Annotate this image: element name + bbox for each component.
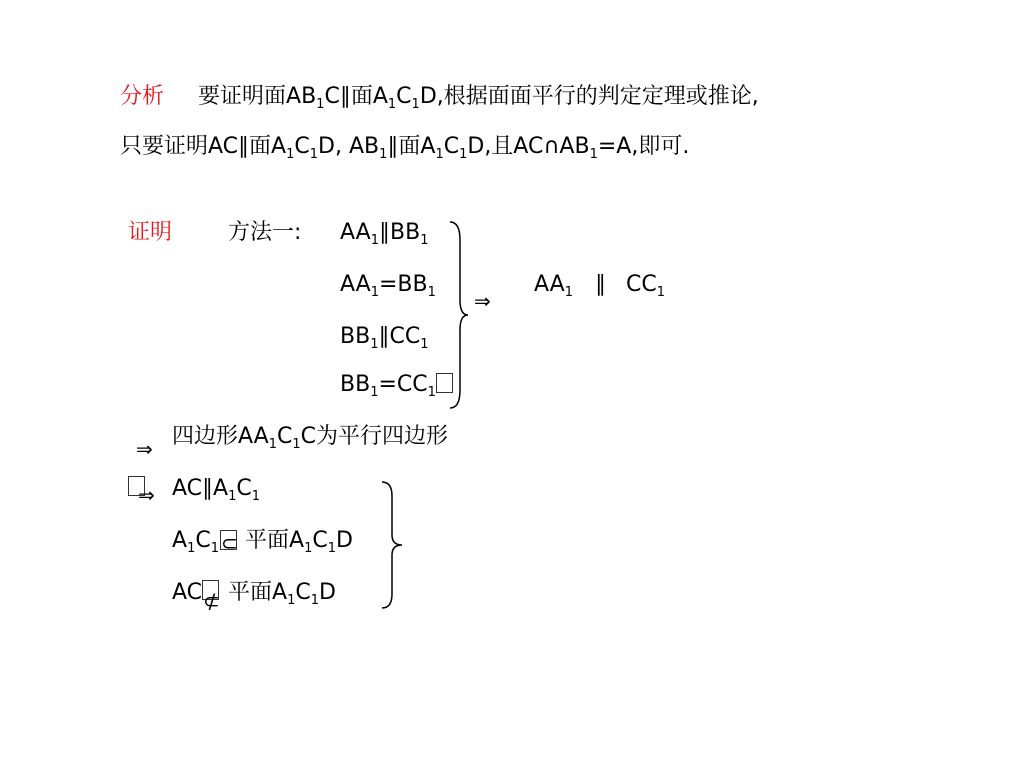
a1c1-in-plane: $A_1C_1$ 平面$A_1C_1D$ xyxy=(172,528,353,556)
ac-parallel-a1c1: $AC\parallel A_1C_1$ xyxy=(172,476,261,504)
premise-3: $BB_1\parallel CC_1$ xyxy=(340,324,429,352)
analysis-line-2: 只要证明AC∥面$A_1C_1D$, $AB_1\parallel$面$A_1C_1D$,且$AC\cap AB_1=A$,即可. xyxy=(120,134,690,162)
implies-symbol-2: ⇒ xyxy=(136,437,153,461)
analysis-line-1: 分析 要证明面$AB_1C\parallel$面$A_1C_1D$,根据面面平行的判定定理或推论, xyxy=(120,84,759,112)
conclusion-1: $AA_1$ ∥ $CC_1$ xyxy=(534,272,666,300)
analysis-label: 分析 xyxy=(120,84,165,109)
premise-4: $BB_1=CC_1$ xyxy=(340,372,436,400)
premise-2: $AA_1=BB_1$ xyxy=(340,272,436,300)
right-brace-1 xyxy=(448,220,470,410)
proof-label: 证明 xyxy=(128,220,173,245)
parallelogram-statement: 四边形$AA_1C_1C$为平行四边形 xyxy=(172,424,449,452)
implies-symbol-3: ⇒ xyxy=(138,483,155,507)
premise-1: $AA_1\parallel BB_1$ xyxy=(340,220,429,248)
proof-method: 方法一: xyxy=(228,220,302,245)
ac-not-in-plane: AC 平面$A_1C_1D$ xyxy=(172,580,336,608)
not-subset-icon: ⊄ xyxy=(203,589,220,613)
subset-icon: ⊂ xyxy=(221,531,238,555)
right-brace-2 xyxy=(380,480,406,610)
implies-symbol-1: ⇒ xyxy=(474,289,491,313)
